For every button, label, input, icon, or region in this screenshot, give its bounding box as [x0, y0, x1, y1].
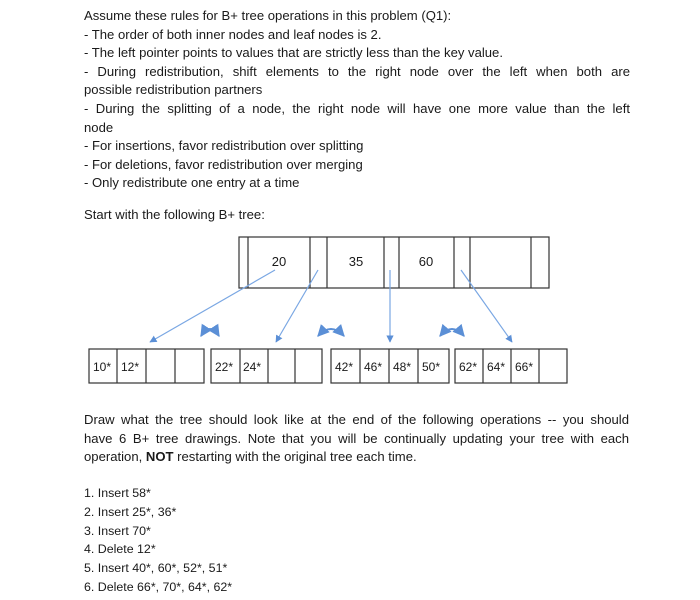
root-key: 20 — [271, 254, 287, 269]
leaf-node — [331, 349, 449, 383]
leaf-entry: 50* — [422, 360, 441, 374]
leaf-entry: 66* — [515, 360, 534, 374]
rule-line: - For deletions, favor redistribution over merging — [84, 156, 363, 172]
leaf-node — [89, 349, 204, 383]
leaf-entry: 64* — [487, 360, 506, 374]
instructions-text: restarting with the original tree each time. — [173, 449, 417, 465]
instructions-text: operation, — [84, 449, 146, 465]
root-key: 35 — [348, 254, 364, 269]
rule-line: - During redistribution, shift elements to the right node over the left when both are — [84, 63, 630, 79]
child-pointer-arrow — [276, 270, 318, 342]
leaf-node — [455, 349, 567, 383]
sibling-link-arrow — [318, 329, 344, 336]
rule-line: - The order of both inner nodes and leaf nodes is 2. — [84, 26, 382, 42]
rules-intro: Assume these rules for B+ tree operations in this problem (Q1): — [84, 8, 452, 23]
operation-item: 4. Delete 12* — [84, 542, 156, 557]
sibling-links — [201, 329, 464, 336]
operation-item: 5. Insert 40*, 60*, 52*, 51* — [84, 561, 228, 576]
operation-item: 2. Insert 25*, 36* — [84, 504, 177, 519]
operation-item: 1. Insert 58* — [84, 486, 151, 500]
leaf-entry: 22* — [215, 360, 234, 374]
instructions-line — [84, 449, 417, 464]
child-pointer-arrow — [150, 270, 275, 342]
start-label: Start with the following B+ tree: — [84, 207, 265, 222]
operation-item: 6. Delete 66*, 70*, 64*, 62* — [84, 579, 233, 594]
leaf-entry: 48* — [393, 360, 412, 374]
operation-item: 3. Insert 70* — [84, 523, 151, 538]
root-key: 60 — [418, 254, 434, 269]
sibling-link-arrow — [440, 329, 464, 336]
instructions-line: have 6 B+ tree drawings. Note that you will be continually updating your tree with each — [84, 430, 629, 446]
instructions-line: Draw what the tree should look like at the end of the following operations -- you should — [84, 412, 629, 427]
leaf-entry: 46* — [364, 360, 383, 374]
rule-line: node — [84, 119, 114, 135]
rule-line: - During the splitting of a node, the right node will have one more value than the left — [84, 100, 630, 116]
child-pointer-arrow — [461, 270, 512, 342]
instructions-paragraph — [84, 411, 629, 467]
leaf-entry: 42* — [335, 360, 354, 374]
leaf-entry: 10* — [93, 360, 112, 374]
rule-line: - The left pointer points to values that are strictly less than the key value. — [84, 45, 503, 61]
rule-line: possible redistribution partners — [84, 82, 263, 98]
leaf-entry: 12* — [121, 360, 140, 374]
operations-list — [84, 484, 232, 597]
rule-line: - Only redistribute one entry at a time — [84, 175, 300, 191]
sibling-link-arrow — [201, 329, 219, 336]
rule-line: - For insertions, favor redistribution over splitting — [84, 138, 364, 154]
leaf-node — [211, 349, 322, 383]
root-node — [239, 237, 549, 288]
leaf-entry: 62* — [459, 360, 478, 374]
leaf-entry: 24* — [243, 360, 262, 374]
instructions-bold: NOT — [145, 449, 174, 465]
